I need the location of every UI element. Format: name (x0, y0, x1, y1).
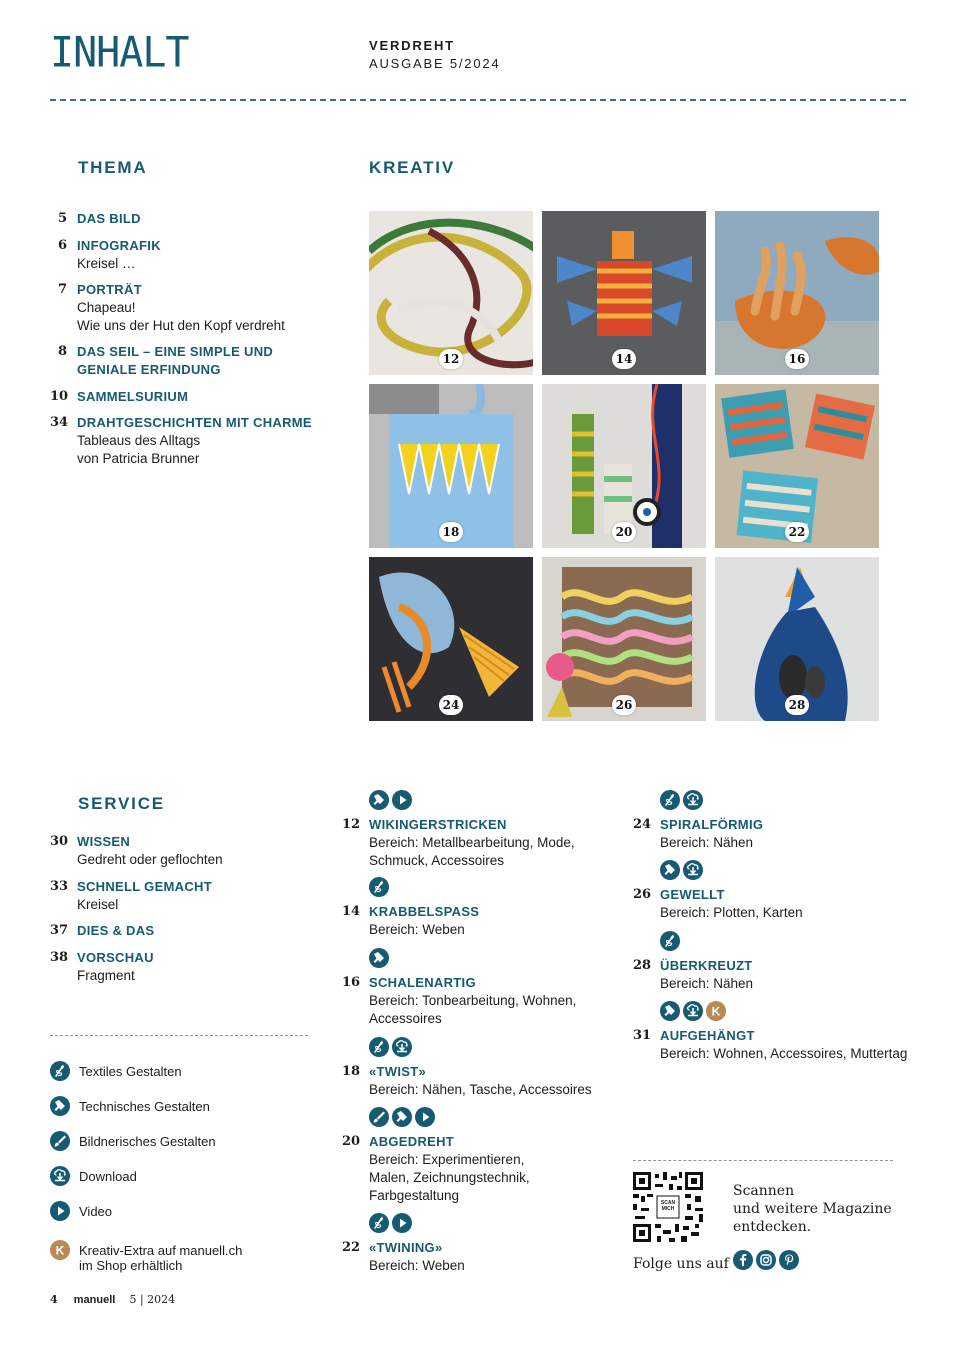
kreativ-heading: KREATIV (369, 158, 455, 177)
thema-entry[interactable] (50, 343, 340, 379)
entry-title: VORSCHAU (77, 950, 154, 965)
entry-subtitle: Bereich: Nähen (660, 976, 754, 991)
legend-divider (50, 1035, 308, 1036)
entry-subtitle: Gedreht oder geflochten (77, 852, 223, 867)
technisch-icon (369, 790, 389, 810)
kreativ-entry[interactable] (633, 931, 923, 993)
textil-icon (660, 790, 680, 810)
entry-subtitle: Fragment (77, 968, 135, 983)
textil-icon (50, 1061, 70, 1081)
promo-text (733, 1182, 892, 1236)
kreativ-entry[interactable] (342, 948, 632, 1028)
entry-title: SCHALENARTIG (369, 975, 476, 990)
entry-icons (369, 948, 389, 968)
follow-label: Folge uns auf (633, 1256, 729, 1272)
kreativ-entry[interactable] (633, 1001, 923, 1063)
magazine-theme: VERDREHT (369, 38, 455, 53)
kreativ-photo-woven-coasters[interactable] (715, 384, 879, 548)
entry-page-number: 30 (50, 834, 69, 849)
download-icon (683, 1001, 703, 1021)
technisch-icon (660, 860, 680, 880)
entry-page-number: 16 (342, 975, 361, 990)
entry-page-number: 6 (57, 238, 67, 253)
entry-title: KRABBELSPASS (369, 904, 480, 919)
pinterest-icon[interactable] (779, 1250, 799, 1270)
entry-page-number: 5 (57, 211, 67, 226)
entry-subtitle: Accessoires (369, 1011, 442, 1026)
bildnerisch-icon (369, 1107, 389, 1127)
video-icon (392, 1213, 412, 1233)
entry-title: DIES & DAS (77, 923, 155, 938)
header-divider (50, 99, 906, 101)
kreativ-photo-blue-hanging-bag[interactable] (715, 557, 879, 721)
photo-page-badge: 18 (439, 522, 463, 542)
entry-subtitle: Bereich: Tonbearbeitung, Wohnen, (369, 993, 577, 1008)
legend-label: Video (79, 1204, 113, 1219)
kreativ-entry[interactable] (342, 877, 632, 939)
entry-title: WISSEN (77, 834, 131, 849)
entry-title: AUFGEHÄNGT (660, 1028, 755, 1043)
kreativ-photo-happy-birthday-card[interactable] (542, 557, 706, 721)
service-entry[interactable] (50, 833, 340, 869)
technisch-icon (392, 1107, 412, 1127)
entry-subtitle: Bereich: Experimentieren, (369, 1152, 525, 1167)
entry-page-number: 20 (342, 1134, 361, 1149)
bildnerisch-icon (50, 1131, 70, 1151)
entry-subtitle: Bereich: Metallbearbeitung, Mode, (369, 835, 575, 850)
entry-title: SPIRALFÖRMIG (660, 817, 764, 832)
service-entry[interactable] (50, 878, 340, 914)
entry-title: ÜBERKREUZT (660, 958, 753, 973)
qr-label: SCAN MICH (660, 1200, 676, 1212)
entry-icons (660, 1001, 726, 1021)
entry-icons (660, 860, 703, 880)
entry-title: «TWINING» (369, 1240, 443, 1255)
svg-text:K: K (711, 1004, 721, 1019)
thema-entry[interactable] (50, 237, 340, 273)
service-entry[interactable] (50, 949, 340, 985)
entry-subtitle: von Patricia Brunner (77, 451, 200, 466)
svg-text:K: K (55, 1243, 65, 1258)
legend-label: Textiles Gestalten (79, 1064, 182, 1079)
promo-text-line-3: entdecken. (733, 1219, 812, 1235)
entry-icons (660, 931, 680, 951)
magazine-issue: AUSGABE 5/2024 (369, 56, 501, 71)
entry-title: «TWIST» (369, 1064, 426, 1079)
entry-subtitle: Bereich: Weben (369, 1258, 465, 1273)
entry-page-number: 34 (50, 415, 69, 430)
legend-item (50, 1240, 242, 1273)
textil-icon (660, 931, 680, 951)
entry-page-number: 31 (633, 1028, 652, 1043)
entry-subtitle: Chapeau! (77, 300, 136, 315)
entry-subtitle: Kreisel … (77, 256, 136, 271)
entry-title: GEWELLT (660, 887, 725, 902)
page-title: INHALT (50, 28, 189, 78)
entry-subtitle: Farbgestaltung (369, 1188, 460, 1203)
textil-icon (369, 1037, 389, 1057)
legend-label: Technisches Gestalten (79, 1099, 210, 1114)
entry-subtitle: Malen, Zeichnungstechnik, (369, 1170, 530, 1185)
entry-page-number: 18 (342, 1064, 361, 1079)
entry-page-number: 24 (633, 817, 652, 832)
entry-page-number: 38 (50, 950, 69, 965)
photo-page-badge: 20 (612, 522, 636, 542)
entry-icons (660, 790, 703, 810)
photo-page-badge: 26 (612, 695, 636, 715)
photo-page-badge: 28 (785, 695, 809, 715)
entry-page-number: 33 (50, 879, 69, 894)
kreativ-photo-woven-figure[interactable] (542, 211, 706, 375)
legend-item (50, 1131, 216, 1149)
download-icon (683, 860, 703, 880)
entry-title: DAS SEIL – EINE SIMPLE UND (77, 344, 274, 359)
instagram-icon[interactable] (756, 1250, 776, 1270)
thema-entry[interactable] (50, 388, 340, 406)
textil-icon (369, 1213, 389, 1233)
entry-title: SAMMELSURIUM (77, 389, 189, 404)
extra-icon (706, 1001, 726, 1021)
download-icon (683, 790, 703, 810)
kreativ-photo-pencil-cases[interactable] (369, 557, 533, 721)
entry-page-number: 22 (342, 1240, 361, 1255)
kreativ-entry[interactable] (633, 860, 923, 922)
entry-title: SCHNELL GEMACHT (77, 879, 212, 894)
entry-page-number: 37 (50, 923, 69, 938)
legend-item (50, 1166, 137, 1184)
entry-icons (369, 790, 412, 810)
textil-icon (369, 877, 389, 897)
entry-title: PORTRÄT (77, 282, 142, 297)
service-entry[interactable] (50, 922, 340, 940)
entry-subtitle: Wie uns der Hut den Kopf verdreht (77, 318, 285, 333)
kreativ-entry[interactable] (633, 790, 923, 852)
technisch-icon (660, 1001, 680, 1021)
entry-subtitle: Bereich: Nähen, Tasche, Accessoires (369, 1082, 592, 1097)
video-icon (415, 1107, 435, 1127)
thema-heading: THEMA (78, 158, 148, 177)
technisch-icon (369, 948, 389, 968)
legend-item (50, 1201, 112, 1219)
photo-page-badge: 14 (612, 349, 636, 369)
download-icon (50, 1166, 70, 1186)
legend-item (50, 1061, 182, 1079)
legend-label-continued: im Shop erhältlich (79, 1258, 183, 1273)
entry-subtitle: Tableaus des Alltags (77, 433, 201, 448)
entry-icons (369, 1213, 412, 1233)
entry-title: DRAHTGESCHICHTEN MIT CHARME (77, 415, 312, 430)
entry-icons (369, 1037, 412, 1057)
entry-title: WIKINGERSTRICKEN (369, 817, 507, 832)
kreativ-photo-clay-spiral-bowl[interactable] (715, 211, 879, 375)
entry-subtitle: Schmuck, Accessoires (369, 853, 505, 868)
entry-title: INFOGRAFIK (77, 238, 161, 253)
legend-label: Kreativ-Extra auf manuell.ch (79, 1243, 243, 1258)
kreativ-photo-blue-tote-bag[interactable] (369, 384, 533, 548)
photo-page-badge: 16 (785, 349, 809, 369)
entry-page-number: 28 (633, 958, 652, 973)
promo-text-line-2: und weitere Magazine (733, 1201, 892, 1217)
thema-entry[interactable] (50, 210, 340, 228)
entry-subtitle: Bereich: Wohnen, Accessoires, Muttertag (660, 1046, 908, 1061)
entry-subtitle: Bereich: Weben (369, 922, 465, 937)
service-heading: SERVICE (78, 794, 165, 813)
photo-page-badge: 12 (439, 349, 463, 369)
photo-page-badge: 22 (785, 522, 809, 542)
qr-code[interactable] (633, 1172, 703, 1242)
kreativ-photo-wrapped-tubes[interactable] (542, 384, 706, 548)
footer-issue: 5 | 2024 (129, 1293, 176, 1306)
facebook-icon[interactable] (733, 1250, 753, 1270)
entry-page-number: 8 (57, 344, 67, 359)
entry-title: DAS BILD (77, 211, 141, 226)
kreativ-photo-knitted-wire-cords[interactable] (369, 211, 533, 375)
video-icon (50, 1201, 70, 1221)
entry-title: ABGEDREHT (369, 1134, 455, 1149)
entry-title-continued: GENIALE ERFINDUNG (77, 362, 221, 377)
entry-subtitle: Bereich: Plotten, Karten (660, 905, 803, 920)
thema-entry[interactable] (50, 414, 340, 468)
promo-divider (633, 1160, 893, 1161)
page-footer (50, 1293, 175, 1306)
video-icon (392, 790, 412, 810)
social-links (733, 1250, 799, 1270)
entry-subtitle: Kreisel (77, 897, 119, 912)
technisch-icon (50, 1096, 70, 1116)
kreativ-entry[interactable] (342, 1107, 632, 1205)
kreativ-entry[interactable] (342, 1037, 632, 1099)
entry-page-number: 10 (50, 389, 69, 404)
entry-page-number: 14 (342, 904, 361, 919)
entry-page-number: 26 (633, 887, 652, 902)
entry-icons (369, 1107, 435, 1127)
legend-label: Bildnerisches Gestalten (79, 1134, 216, 1149)
extra-icon (50, 1240, 70, 1260)
legend-label: Download (79, 1169, 137, 1184)
entry-subtitle: Bereich: Nähen (660, 835, 754, 850)
thema-entry[interactable] (50, 281, 340, 335)
promo-text-line-1: Scannen (733, 1183, 795, 1199)
photo-page-badge: 24 (439, 695, 463, 715)
entry-icons (369, 877, 389, 897)
kreativ-entry[interactable] (342, 1213, 632, 1275)
download-icon (392, 1037, 412, 1057)
entry-page-number: 7 (57, 282, 67, 297)
entry-page-number: 12 (342, 817, 361, 832)
footer-brand: manuell (73, 1294, 116, 1306)
kreativ-entry[interactable] (342, 790, 632, 870)
footer-page-number: 4 (50, 1293, 58, 1306)
legend-item (50, 1096, 210, 1114)
